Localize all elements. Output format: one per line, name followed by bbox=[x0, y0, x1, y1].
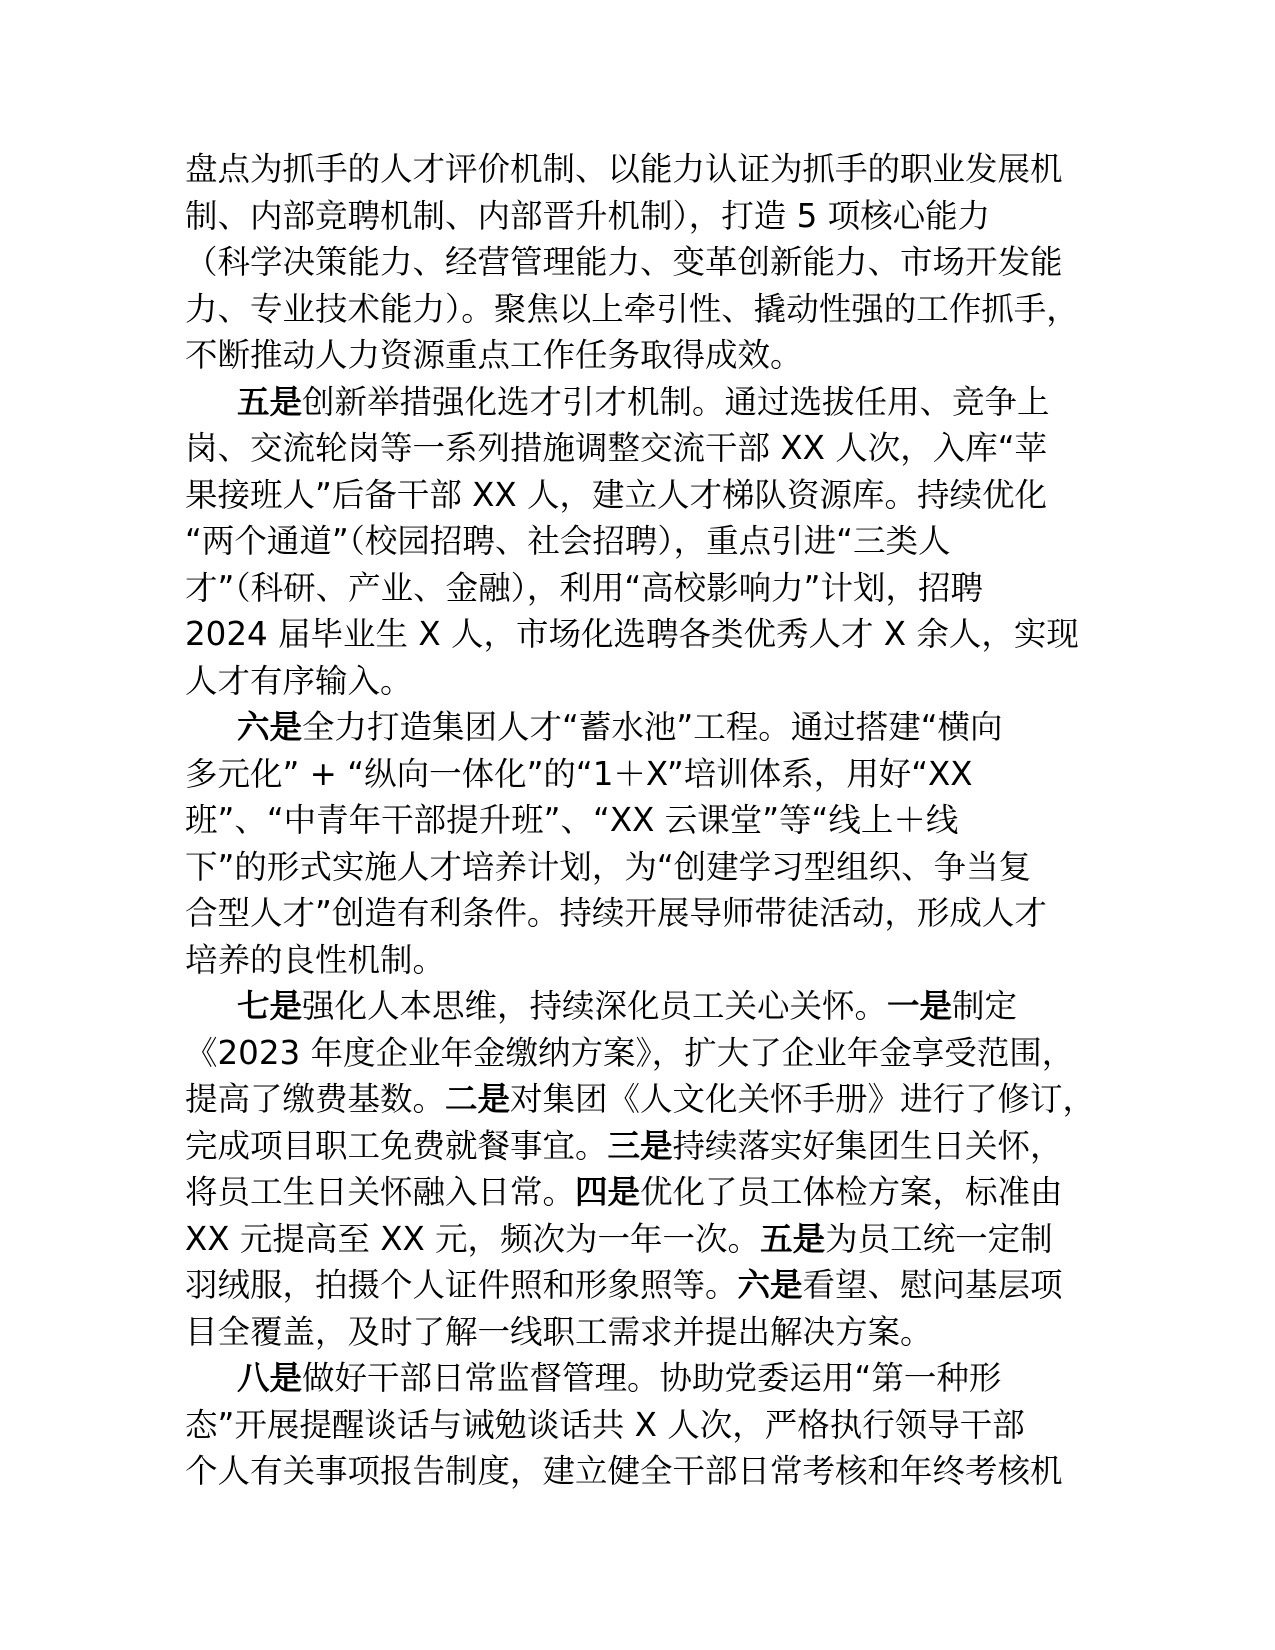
text-line bbox=[185, 1448, 1105, 1495]
text-run: 看望、慰问基层项 bbox=[802, 1266, 1063, 1304]
text-line bbox=[185, 1076, 1105, 1123]
text-run: “两个通道”（校园招聘、社会招聘），重点引进“三类人 bbox=[185, 522, 951, 560]
text-line bbox=[185, 472, 1105, 519]
item-heading: 八是 bbox=[237, 1359, 303, 1397]
text-run: 全力打造集团人才“蓄水池”工程。通过搭建“横向 bbox=[302, 708, 1003, 746]
text-run: 为员工统一定制 bbox=[825, 1219, 1053, 1258]
text-run: 羽绒服，拍摄个人证件照和形象照等。 bbox=[185, 1266, 738, 1304]
text-run: 对集团《人文化关怀手册》进行了修订， bbox=[510, 1080, 1096, 1118]
text-line bbox=[185, 286, 1105, 333]
text-line bbox=[185, 890, 1105, 937]
item-heading: 六是 bbox=[237, 708, 303, 746]
text-run: 制定 bbox=[952, 987, 1018, 1025]
item-heading: 五是 bbox=[237, 382, 303, 421]
text-line bbox=[185, 518, 1105, 565]
text-run: 2024 届毕业生 X 人，市场化选聘各类优秀人才 X 余人，实现 bbox=[185, 615, 1079, 653]
paragraph-start-line bbox=[185, 379, 1105, 426]
text-line bbox=[185, 1030, 1105, 1077]
text-run: 合型人才”创造有利条件。持续开展导师带徒活动，形成人才 bbox=[185, 894, 1047, 932]
text-run: 力、专业技术能力）。聚焦以上牵引性、撬动性强的工作抓手， bbox=[185, 289, 1079, 328]
text-run: 《2023 年度企业年金缴纳方案》，扩大了企业年金享受范围， bbox=[185, 1033, 1075, 1072]
text-run: 将员工生日关怀融入日常。 bbox=[185, 1173, 576, 1211]
item-heading: 七是 bbox=[237, 987, 303, 1025]
text-line bbox=[185, 146, 1105, 193]
text-line bbox=[185, 1402, 1105, 1449]
paragraph-start-line bbox=[185, 704, 1105, 751]
text-run: 制、内部竞聘机制、内部晋升机制），打造 5 项核心能力 bbox=[185, 196, 991, 235]
sub-item-heading: 一是 bbox=[887, 987, 953, 1025]
text-run: 完成项目职工免费就餐事宜。 bbox=[185, 1126, 608, 1165]
text-line bbox=[185, 332, 1105, 379]
text-line bbox=[185, 565, 1105, 612]
text-run: 提高了缴费基数。 bbox=[185, 1080, 446, 1118]
text-line bbox=[185, 239, 1105, 286]
text-run: 下”的形式实施人才培养计划，为“创建学习型组织、争当复 bbox=[185, 847, 1032, 886]
sub-item-heading: 四是 bbox=[575, 1173, 641, 1211]
sub-item-heading: 五是 bbox=[760, 1219, 826, 1258]
text-line bbox=[185, 797, 1105, 844]
text-run: 岗、交流轮岗等一系列措施调整交流干部 XX 人次，入库“苹 bbox=[185, 429, 1048, 467]
sub-item-heading: 三是 bbox=[607, 1126, 673, 1165]
text-line bbox=[185, 193, 1105, 240]
text-run: 不断推动人力资源重点工作任务取得成效。 bbox=[185, 336, 803, 374]
text-run: 优化了员工体检方案，标准由 bbox=[640, 1173, 1063, 1211]
text-line bbox=[185, 1262, 1105, 1309]
text-run: 培养的良性机制。 bbox=[185, 940, 446, 979]
text-line bbox=[185, 658, 1105, 705]
text-run: 人才有序输入。 bbox=[185, 661, 413, 700]
text-line bbox=[185, 1169, 1105, 1216]
text-run: XX 元提高至 XX 元，频次为一年一次。 bbox=[185, 1219, 761, 1258]
text-line bbox=[185, 1216, 1105, 1263]
text-run: 盘点为抓手的人才评价机制、以能力认证为抓手的职业发展机 bbox=[185, 150, 1063, 188]
text-run: 持续落实好集团生日关怀， bbox=[672, 1126, 1063, 1165]
text-run: 果接班人”后备干部 XX 人，建立人才梯队资源库。持续优化 bbox=[185, 475, 1048, 514]
text-run: 才”（科研、产业、金融），利用“高校影响力”计划，招聘 bbox=[185, 568, 984, 607]
body-text bbox=[185, 146, 1105, 1495]
sub-item-heading: 二是 bbox=[445, 1080, 511, 1118]
text-line bbox=[185, 937, 1105, 984]
text-line bbox=[185, 844, 1105, 891]
paragraph-start-line bbox=[185, 1355, 1105, 1402]
text-run: 个人有关事项报告制度，建立健全干部日常考核和年终考核机 bbox=[185, 1452, 1063, 1490]
text-run: 做好干部日常监督管理。协助党委运用“第一种形 bbox=[302, 1359, 1002, 1397]
paragraph-start-line bbox=[185, 983, 1105, 1030]
text-run: 创新举措强化选才引才机制。通过选拔任用、竞争上 bbox=[302, 382, 1050, 421]
text-line bbox=[185, 611, 1105, 658]
text-run: 班”、“中青年干部提升班”、“XX 云课堂”等“线上＋线 bbox=[185, 801, 959, 839]
text-run: （科学决策能力、经营管理能力、变革创新能力、市场开发能 bbox=[185, 243, 1063, 281]
text-line bbox=[185, 1309, 1105, 1356]
text-run: 强化人本思维，持续深化员工关心关怀。 bbox=[302, 987, 888, 1025]
text-run: 态”开展提醒谈话与诫勉谈话共 X 人次，严格执行领导干部 bbox=[185, 1405, 1025, 1444]
text-line bbox=[185, 1123, 1105, 1170]
text-line bbox=[185, 425, 1105, 472]
sub-item-heading: 六是 bbox=[737, 1266, 803, 1304]
text-run: 目全覆盖，及时了解一线职工需求并提出解决方案。 bbox=[185, 1312, 933, 1351]
text-run: 多元化” + “纵向一体化”的“1＋X”培训体系，用好“XX bbox=[185, 754, 973, 793]
text-line bbox=[185, 751, 1105, 798]
